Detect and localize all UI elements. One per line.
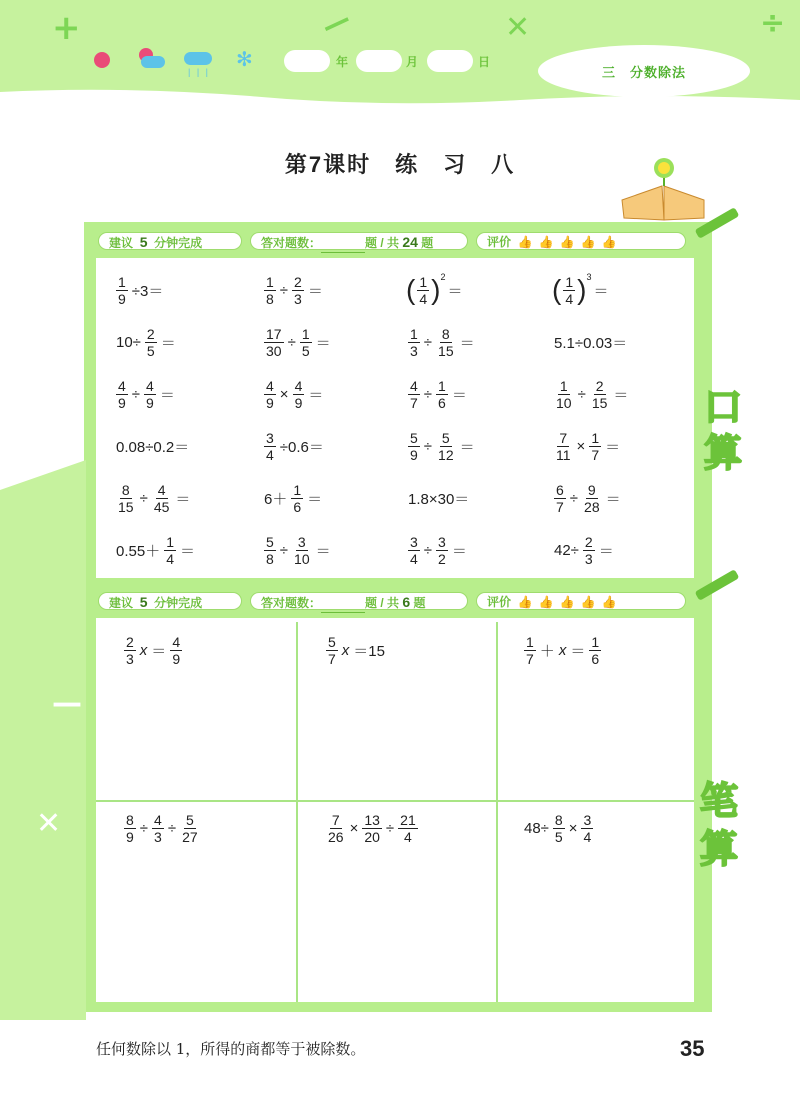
parenthesis: ) <box>577 274 587 305</box>
fraction <box>553 812 565 845</box>
oral-problem <box>406 532 469 568</box>
denominator: 15 <box>118 498 134 515</box>
written-problem <box>122 810 202 846</box>
fraction <box>326 812 346 845</box>
numerator: 1 <box>419 273 428 290</box>
oral-problem <box>114 272 165 308</box>
operator-text: ＋ <box>539 642 555 660</box>
oral-problem <box>406 272 464 308</box>
numerator: 1 <box>410 325 418 342</box>
written-score-blank[interactable] <box>321 594 365 613</box>
numerator: 8 <box>121 481 130 498</box>
fraction <box>116 274 128 307</box>
denominator: 3 <box>154 828 162 845</box>
oral-suggest: 建议 5 分钟完成 <box>98 232 242 250</box>
numerator: 8 <box>126 811 134 828</box>
fraction <box>554 378 574 411</box>
operator-text: × <box>349 819 359 837</box>
fraction <box>583 534 595 567</box>
denominator: 4 <box>166 550 174 567</box>
denominator: 10 <box>556 394 572 411</box>
year-field[interactable] <box>284 50 330 72</box>
oral-problem <box>552 428 622 464</box>
oral-problem <box>114 324 178 360</box>
exponent: 2 <box>440 272 446 282</box>
numerator: 1 <box>118 273 126 290</box>
operator-text: ＝ <box>308 386 324 404</box>
operator-text: 0.55＋ <box>116 542 161 560</box>
denominator: 4 <box>266 446 274 463</box>
operator-text: 6＋ <box>264 490 288 508</box>
fraction <box>264 378 276 411</box>
numerator: 1 <box>591 429 600 446</box>
numerator: 2 <box>584 533 593 550</box>
oral-rating: 评价 👍👍👍👍👍 <box>476 232 686 250</box>
numerator: 7 <box>559 429 568 446</box>
denominator: 9 <box>410 446 418 463</box>
denominator: 45 <box>153 498 170 515</box>
fraction <box>264 274 276 307</box>
variable: x <box>558 641 567 659</box>
denominator: 4 <box>565 290 574 307</box>
fraction <box>144 378 156 411</box>
denominator: 7 <box>526 650 534 667</box>
fraction <box>362 812 382 845</box>
denominator: 9 <box>146 394 154 411</box>
operator-text: ÷ <box>139 489 148 507</box>
oral-problem <box>552 376 630 412</box>
denominator: 28 <box>584 498 600 515</box>
side-label-oral-2: 算 <box>704 431 743 475</box>
numerator: 3 <box>266 429 274 446</box>
operator-text: ＝ <box>451 542 467 560</box>
denominator: 6 <box>591 650 600 667</box>
operator-text: ＝15 <box>353 642 385 660</box>
oral-problem <box>406 428 477 464</box>
operator-text: ＝ <box>160 334 176 352</box>
fraction <box>164 534 176 567</box>
numerator: 17 <box>266 325 282 342</box>
lesson-title: 第7课时 练 习 八 <box>284 152 516 177</box>
fraction <box>152 482 172 515</box>
denominator: 15 <box>438 342 454 359</box>
denominator: 9 <box>118 290 126 307</box>
operator-text: × <box>568 819 578 837</box>
written-problem <box>522 810 595 846</box>
side-label-oral-1: 口 <box>704 385 743 429</box>
footer-tip: 任何数除以 1，所得的商都等于被除数。 <box>96 1040 366 1058</box>
denominator: 5 <box>146 342 155 359</box>
numerator: 4 <box>410 377 418 394</box>
numerator: 2 <box>126 633 134 650</box>
fraction <box>589 430 601 463</box>
denominator: 9 <box>294 394 303 411</box>
fraction <box>264 534 276 567</box>
oral-problem <box>114 376 177 412</box>
fraction <box>116 482 136 515</box>
fraction <box>590 378 610 411</box>
numerator: 2 <box>146 325 155 342</box>
operator-text: ÷ <box>279 541 289 559</box>
operator-text: 10÷ <box>116 333 141 351</box>
fraction <box>180 812 200 845</box>
written-problem <box>324 810 420 846</box>
operator-text: ＝ <box>315 542 331 560</box>
denominator: 9 <box>172 650 181 667</box>
fraction <box>326 634 338 667</box>
oral-problem <box>262 480 324 516</box>
oral-problem <box>114 532 197 568</box>
year-label: 年 <box>336 55 349 69</box>
fraction <box>300 326 312 359</box>
fraction <box>408 534 420 567</box>
variable: x <box>341 641 350 659</box>
parenthesis: ( <box>406 274 416 305</box>
thumbs-up-icon[interactable]: 👍👍👍👍👍 <box>517 235 623 249</box>
grid-divider <box>496 622 498 1002</box>
denominator: 27 <box>182 828 198 845</box>
numerator: 1 <box>565 273 574 290</box>
numerator: 1 <box>591 633 600 650</box>
fraction <box>408 378 420 411</box>
operator-text: ＝ <box>151 642 167 660</box>
times-deco-icon: ✕ <box>505 10 531 45</box>
snowflake-icon[interactable]: ✻ <box>236 49 253 71</box>
fraction <box>436 534 448 567</box>
denominator: 30 <box>266 342 282 359</box>
operator-text: 48÷ <box>524 819 549 837</box>
operator-text: ÷ <box>167 819 177 837</box>
numerator: 8 <box>554 811 563 828</box>
denominator: 9 <box>126 828 134 845</box>
parenthesis: ( <box>552 274 562 305</box>
numerator: 3 <box>583 811 592 828</box>
numerator: 4 <box>118 377 126 394</box>
oral-problem <box>406 324 477 360</box>
operator-text: ÷ <box>423 541 433 559</box>
denominator: 3 <box>294 290 302 307</box>
day-label: 日 <box>478 55 491 69</box>
operator-text: ＝ <box>593 282 609 300</box>
fraction <box>563 274 575 307</box>
fraction <box>264 430 276 463</box>
fraction <box>124 634 136 667</box>
numerator: 5 <box>410 429 418 446</box>
side-label-written-2: 算 <box>700 827 739 871</box>
denominator: 3 <box>410 342 418 359</box>
written-rating: 评价 👍👍👍👍👍 <box>476 592 686 610</box>
numerator: 4 <box>146 377 154 394</box>
operator-text: ÷ <box>423 385 433 403</box>
denominator: 5 <box>554 828 563 845</box>
oral-score: 答对题数： 题 / 共 24 题 <box>250 232 468 250</box>
numerator: 1 <box>166 533 174 550</box>
operator-text: ÷ <box>385 819 395 837</box>
operator-text: ÷ <box>139 819 149 837</box>
fraction <box>408 430 420 463</box>
minus-deco-icon: — <box>316 1 356 44</box>
operator-text: 1.8×30＝ <box>408 490 470 508</box>
numerator: 1 <box>301 325 310 342</box>
times-white-icon: ✕ <box>36 806 62 841</box>
denominator: 9 <box>266 394 274 411</box>
minus-white-icon: — <box>52 686 82 721</box>
denominator: 10 <box>294 550 310 567</box>
denominator: 7 <box>410 394 418 411</box>
written-info-bar <box>92 588 704 614</box>
fraction <box>145 326 157 359</box>
operator-text: ＝ <box>451 386 467 404</box>
operator-text: ÷ <box>423 333 433 351</box>
denominator: 26 <box>328 828 344 845</box>
operator-text: ＝ <box>159 386 175 404</box>
left-decoration <box>0 460 92 1020</box>
operator-text: ＝ <box>307 490 323 508</box>
variable: x <box>139 641 148 659</box>
fraction <box>170 634 182 667</box>
operator-text: ＝ <box>175 490 191 508</box>
operator-text: ＝ <box>605 438 621 456</box>
operator-text: ÷ <box>131 385 141 403</box>
parenthesis: ) <box>431 274 441 305</box>
sun-cloud-icon[interactable] <box>137 48 165 70</box>
operator-text: ＝ <box>180 542 196 560</box>
numerator: 1 <box>526 633 534 650</box>
denominator: 6 <box>438 394 446 411</box>
numerator: 7 <box>331 811 340 828</box>
denominator: 15 <box>591 394 608 411</box>
written-problem <box>122 632 184 668</box>
rain-cloud-icon[interactable]: | | | <box>184 50 214 76</box>
denominator: 4 <box>583 828 592 845</box>
oral-problem <box>114 428 191 464</box>
operator-text: ＝ <box>459 438 475 456</box>
fraction <box>398 812 418 845</box>
denominator: 12 <box>438 446 454 463</box>
operator-text: ＝ <box>570 642 586 660</box>
fraction <box>581 812 593 845</box>
fraction <box>582 482 602 515</box>
side-label-written-1: 笔 <box>700 779 739 823</box>
numerator: 13 <box>364 811 380 828</box>
sun-icon[interactable] <box>94 52 110 68</box>
written-score: 答对题数： 题 / 共 6 题 <box>250 592 468 610</box>
denominator: 20 <box>364 828 380 845</box>
day-field[interactable] <box>427 50 473 72</box>
oral-problem <box>552 324 629 360</box>
denominator: 7 <box>328 650 336 667</box>
denominator: 3 <box>126 650 134 667</box>
numerator: 5 <box>266 533 274 550</box>
fraction <box>436 430 456 463</box>
oral-problem <box>262 532 333 568</box>
denominator: 9 <box>118 394 126 411</box>
numerator: 9 <box>587 481 596 498</box>
numerator: 6 <box>556 481 564 498</box>
fraction <box>589 634 601 667</box>
denominator: 4 <box>404 828 412 845</box>
oral-problem <box>114 480 192 516</box>
numerator: 5 <box>441 429 450 446</box>
operator-text: ＝ <box>598 542 614 560</box>
numerator: 21 <box>400 811 416 828</box>
operator-text: 5.1÷0.03＝ <box>554 334 628 352</box>
numerator: 4 <box>266 377 274 394</box>
numerator: 1 <box>266 273 274 290</box>
oral-problem <box>552 272 610 308</box>
numerator: 4 <box>157 481 166 498</box>
grid-divider <box>296 622 298 1002</box>
fraction <box>264 326 284 359</box>
denominator: 8 <box>266 550 274 567</box>
denominator: 3 <box>584 550 593 567</box>
numerator: 1 <box>559 377 568 394</box>
oral-score-blank[interactable] <box>321 234 365 253</box>
denominator: 4 <box>419 290 428 307</box>
grid-divider <box>96 800 694 802</box>
oral-problem <box>552 532 616 568</box>
operator-text: ÷ <box>569 489 579 507</box>
numerator: 4 <box>154 811 162 828</box>
denominator: 6 <box>293 498 302 515</box>
numerator: 2 <box>595 377 604 394</box>
fraction <box>554 482 566 515</box>
operator-text: ÷ <box>423 437 433 455</box>
oral-problem <box>406 376 469 412</box>
numerator: 1 <box>438 377 446 394</box>
numerator: 3 <box>297 533 306 550</box>
oral-problem <box>262 428 326 464</box>
operator-text: 0.08÷0.2＝ <box>116 438 190 456</box>
operator-text: ＝ <box>605 490 621 508</box>
oral-problem <box>262 324 333 360</box>
exponent: 3 <box>586 272 592 282</box>
operator-text: ＝ <box>613 386 629 404</box>
page-number: 35 <box>680 1036 705 1061</box>
numerator: 4 <box>294 377 303 394</box>
denominator: 7 <box>591 446 600 463</box>
numerator: 8 <box>441 325 450 342</box>
fraction <box>436 326 456 359</box>
plus-deco-icon: + <box>52 8 81 48</box>
numerator: 3 <box>438 533 446 550</box>
operator-text: ＝ <box>307 282 323 300</box>
operator-text: ÷ <box>279 281 289 299</box>
oral-problem <box>552 480 623 516</box>
oral-problem <box>262 376 325 412</box>
oral-info-bar <box>92 228 704 254</box>
numerator: 5 <box>185 811 194 828</box>
fraction <box>152 812 164 845</box>
numerator: 3 <box>410 533 418 550</box>
operator-text: ÷3＝ <box>131 282 164 300</box>
written-problem <box>522 632 603 668</box>
numerator: 5 <box>328 633 336 650</box>
fraction <box>436 378 448 411</box>
fraction <box>554 430 573 463</box>
fraction <box>292 274 304 307</box>
denominator: 11 <box>556 446 571 463</box>
written-suggest: 建议 5 分钟完成 <box>98 592 242 610</box>
operator-text: ＝ <box>447 282 463 300</box>
operator-text: ÷0.6＝ <box>279 438 324 456</box>
oral-problem <box>406 480 471 516</box>
operator-text: × <box>576 437 586 455</box>
numerator: 2 <box>294 273 302 290</box>
month-label: 月 <box>406 55 419 69</box>
operator-text: ＝ <box>459 334 475 352</box>
operator-text: ÷ <box>577 385 586 403</box>
fraction <box>124 812 136 845</box>
thumbs-up-icon[interactable]: 👍👍👍👍👍 <box>517 595 623 609</box>
fraction <box>524 634 536 667</box>
divide-deco-icon: ÷ <box>760 6 786 41</box>
denominator: 2 <box>438 550 446 567</box>
written-problem <box>324 632 387 668</box>
operator-text: 42÷ <box>554 541 579 559</box>
book-flower-icon <box>618 156 710 224</box>
numerator: 1 <box>293 481 302 498</box>
operator-text: ÷ <box>287 333 296 351</box>
fraction <box>116 378 128 411</box>
operator-text: × <box>279 385 289 403</box>
fraction <box>291 482 303 515</box>
fraction <box>293 378 305 411</box>
operator-text: ＝ <box>315 334 331 352</box>
unit-title: 三 分数除法 <box>601 65 686 80</box>
fraction <box>292 534 312 567</box>
fraction <box>417 274 429 307</box>
denominator: 7 <box>556 498 564 515</box>
numerator: 4 <box>172 633 181 650</box>
denominator: 4 <box>410 550 418 567</box>
oral-problem <box>262 272 325 308</box>
fraction <box>408 326 420 359</box>
denominator: 5 <box>301 342 310 359</box>
denominator: 8 <box>266 290 274 307</box>
month-field[interactable] <box>356 50 402 72</box>
